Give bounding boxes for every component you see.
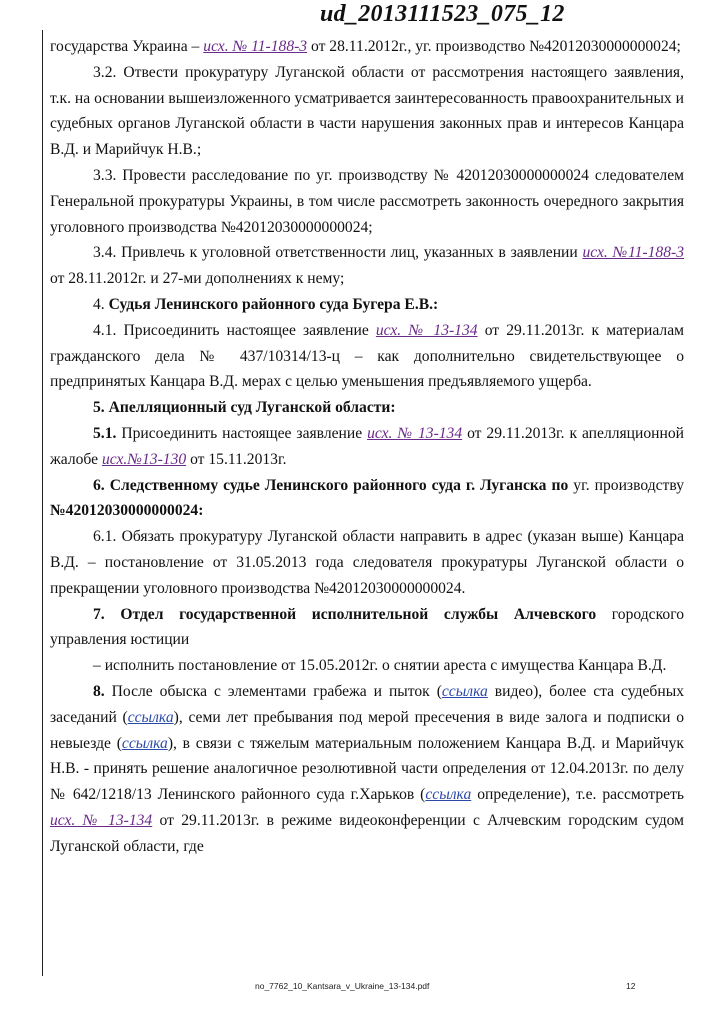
paragraph-5-1: 5.1. Присоединить настоящее заявление исх. № 13-134 от 29.11.2013г. к апелляционной жалобе исх.№13-130 от 15.11.2013г. bbox=[50, 424, 684, 468]
document-body bbox=[50, 34, 684, 860]
document-link[interactable]: исх. № 13-134 bbox=[367, 424, 463, 442]
video-link[interactable]: ссылка bbox=[441, 682, 488, 700]
section-7-heading: 7. Отдел государственной исполнительной службы Алчевского городского управления юстиции bbox=[50, 605, 684, 649]
paragraph-3-3: 3.3. Провести расследование по уг. производству № 42012030000000024 следователем Генеральной прокуратуры Украины, в том числе рассмотреть законность очередного закрытия уголовного производства №42012030000000024; bbox=[50, 166, 684, 236]
paragraph-3-4: 3.4. Привлечь к уголовной ответственности лиц, указанных в заявлении исх. №11-188-3 от 28.11.2012г. и 27-ми дополнениях к нему; bbox=[50, 244, 684, 288]
document-link[interactable]: исх.№13-130 bbox=[101, 450, 187, 468]
paragraph-4-1: 4.1. Присоединить настоящее заявление исх. № 13-134 от 29.11.2013г. к материалам гражданского дела № 437/10314/13-ц – как дополнительно свидетельствующее о предпринятых Канцара В.Д. мерах с целью уменьшения предъявляемого ущерба. bbox=[50, 321, 684, 391]
document-link[interactable]: исх. № 13-134 bbox=[50, 811, 153, 829]
paragraph-7-text: – исполнить постановление от 15.05.2012г. о снятии ареста с имущества Канцара В.Д. bbox=[93, 657, 667, 675]
left-margin-line bbox=[42, 30, 43, 976]
document-id-header: ud_2013111523_075_12 bbox=[320, 1, 565, 27]
ruling-link[interactable]: ссылка bbox=[425, 786, 472, 804]
section-6-heading: 6. Следственному судье Ленинского районного суда г. Луганска по уг. производству №42012030000000024: bbox=[50, 476, 684, 520]
bail-link[interactable]: ссылка bbox=[121, 734, 168, 752]
document-link[interactable]: исх. № 11-188-3 bbox=[203, 38, 308, 55]
section-4-heading: 4. Судья Ленинского районного суда Бугера Е.В.: bbox=[93, 295, 439, 313]
paragraph-8: 8. После обыска с элементами грабежа и пыток (ссылка видео), более ста судебных заседаний (ссылка), семи лет пребывания под мерой пресечения в виде залога и подписки о невыезде (ссылка), в связи с тяжелым материальным положением Канцара В.Д. и Марийчук Н.В. - принять решение аналогичное резолютивной части определения от 12.04.2013г. по делу № 642/1218/13 Ленинского районного суда г.Харьков (ссылка определение), т.е. рассмотреть исх. № 13-134 от 29.11.2013г. в режиме видеоконференции с Алчевским городским судом Луганской области, где bbox=[50, 682, 685, 855]
document-link[interactable]: исх. №11-188-3 bbox=[582, 244, 684, 262]
document-link[interactable]: исх. № 13-134 bbox=[375, 321, 478, 339]
paragraph-continuation: государства Украина – исх. № 11-188-3 от 28.11.2012г., уг. производство №42012030000000024; bbox=[50, 38, 681, 55]
hearings-link[interactable]: ссылка bbox=[127, 708, 174, 726]
paragraph-3-2: 3.2. Отвести прокуратуру Луганской области от рассмотрения настоящего заявления, т.к. на основании вышеизложенного усматривается заинтересованность правоохранительных и судебных органов Луганской области в части нарушения законных прав и интересов Канцара В.Д. и Марийчук Н.В.; bbox=[50, 63, 684, 159]
footer-filename: no_7762_10_Kantsara_v_Ukraine_13-134.pdf bbox=[255, 981, 430, 991]
page-number: 12 bbox=[626, 981, 636, 991]
section-5-heading: 5. Апелляционный суд Луганской области: bbox=[93, 399, 396, 417]
paragraph-6-1: 6.1. Обязать прокуратуру Луганской области направить в адрес (указан выше) Канцара В.Д. – постановление от 31.05.2013 года следователя прокуратуры Луганской области о прекращении уголовного производства №42012030000000024. bbox=[50, 528, 684, 597]
